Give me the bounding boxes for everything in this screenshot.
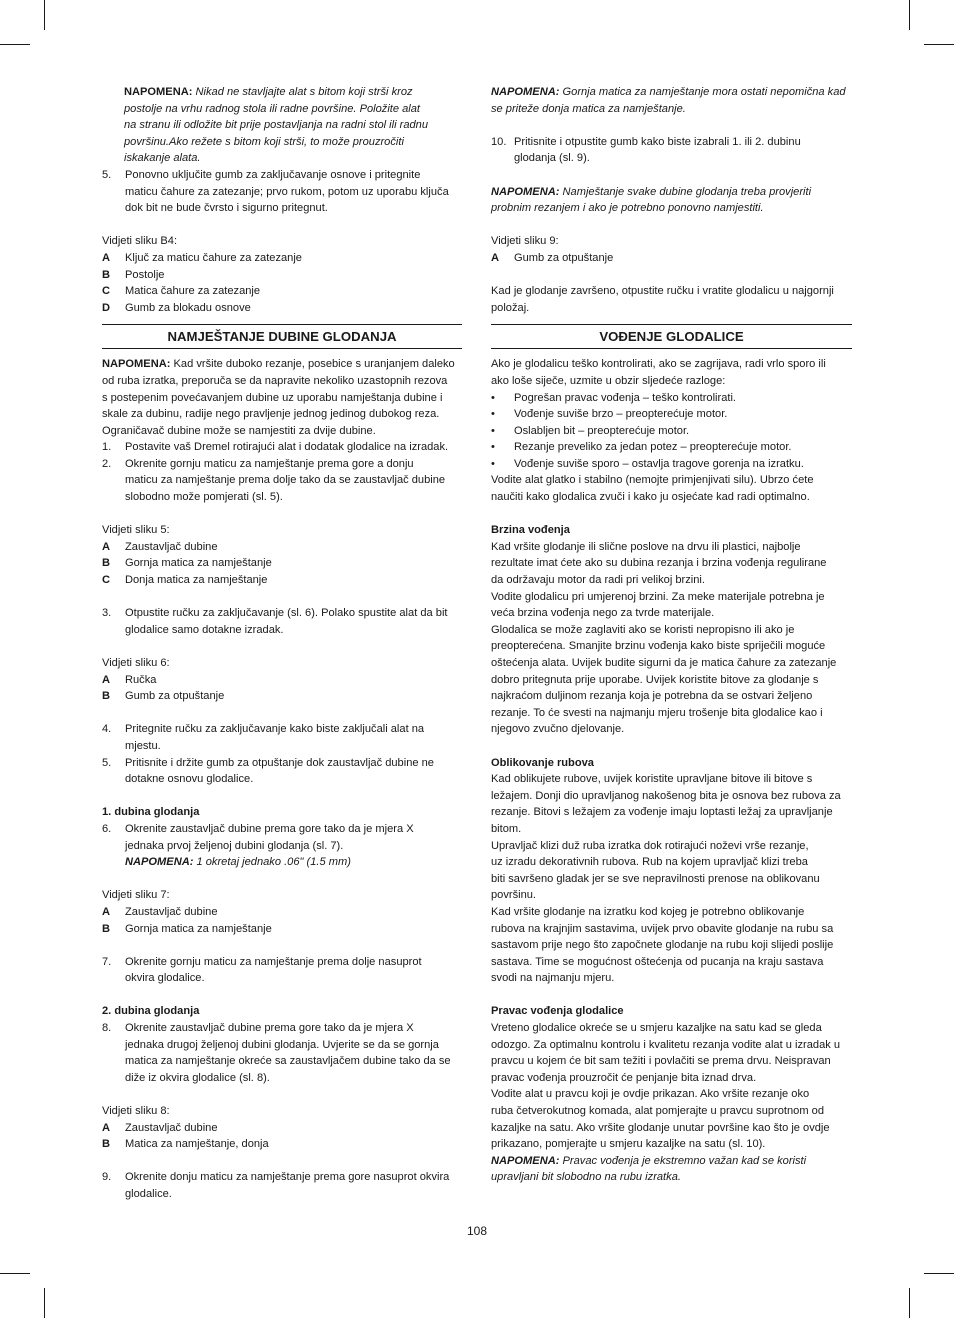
body-text: prikazano, pomjerajte u smjeru kazaljke na satu (sl. 10). (491, 1138, 766, 1151)
note-text: Namještanje svake dubine glodanja treba provjeriti (562, 185, 812, 198)
step-text: Okrenite gornju maticu za namještanje prema gore a donju (125, 457, 414, 470)
note-line (491, 1169, 852, 1186)
step-text: Okrenite donju maticu za namještanje prema gore nasuprot okvira (125, 1171, 450, 1184)
legend-item (102, 283, 462, 300)
note-line (124, 117, 462, 134)
legend-key: C (102, 574, 111, 587)
legend-text: Gornja matica za namještanje (125, 922, 272, 935)
body-text: biti savršeno gladak jer se sve nepravilnosti prenose na oblikovanu (491, 872, 820, 885)
step-text: Pritegnite ručku za zaključavanje kako biste zaključali alat na (125, 723, 425, 736)
body-text: Kad vršite glodanje na izratku kod kojeg je potrebno oblikovanje (491, 905, 805, 918)
legend-text: Ključ za maticu čahure za zatezanje (125, 251, 302, 264)
note-text: postolje na vrhu radnog stola ili radne površine. Položite alat (124, 102, 421, 115)
bullet-text: Vođenje suviše brzo – preopterećuje motor. (514, 408, 728, 421)
step-text: jednaka drugoj željenoj dubini glodanja. Uvjerite se da se gornja (125, 1038, 439, 1051)
step-item (102, 439, 462, 456)
body-text: veća brzina vođenja nego za tvrde materijale. (491, 607, 715, 620)
body-text: rezultate imat ćete ako su dubina rezanja i brzina vođenja regulirane (491, 557, 827, 570)
legend-text: Zaustavljač dubine (125, 905, 218, 918)
bullet-icon: • (491, 457, 495, 470)
step-number: 1. (102, 441, 112, 454)
body-text: sastava. Time se mogućnost oštećenja od pucanja na kraju sastava (491, 955, 824, 968)
body-text: oštećenja alata. Uvijek budite sigurni da je matica čahure za zatezanje (491, 657, 837, 669)
bullet-icon: • (491, 391, 495, 404)
legend-key: B (102, 268, 111, 281)
note-text: iskakanje alata. (124, 152, 201, 165)
bullet-item (491, 423, 852, 440)
bullet-icon: • (491, 441, 495, 454)
body-text: rezanje. Bitovi s ležajem za vođenje imaju loptasti ležaj za upravljanje (491, 806, 833, 819)
step-number: 10. (491, 135, 507, 148)
bullet-text: Vođenje suviše sporo – ostavlja tragove gorenja na izratku. (514, 457, 804, 470)
legend-text: Zaustavljač dubine (125, 540, 218, 553)
note-label: NAPOMENA: (125, 856, 194, 869)
body-text: sastavom prije nego što započnete glodanje na rubu koji slijedi poslije (491, 939, 834, 952)
body-text: Vodite glodalicu pri umjerenoj brzini. Za meke materijale potrebna je (491, 590, 825, 603)
legend-item (102, 904, 462, 921)
body-text: njegovo zvučno djelovanje. (491, 723, 625, 736)
note-line (491, 1153, 852, 1170)
note-text: 1 okretaj jednako .06" (1.5 mm) (196, 856, 351, 869)
note-text: od ruba izratka, preporuča se da napravite nekoliko uzastopnih rezova (102, 374, 448, 387)
step-text: diže iz okvira glodalice (sl. 8). (125, 1071, 270, 1084)
direction-paragraph (491, 1020, 852, 1153)
step-text: Okrenite gornju maticu za namještanje prema dolje nasuprot (125, 955, 422, 968)
legend-key: A (102, 673, 111, 686)
legend-item (102, 555, 462, 572)
legend-key: C (102, 285, 111, 298)
step-number: 7. (102, 955, 112, 968)
edge-paragraph (491, 771, 852, 987)
step-item (102, 755, 462, 788)
body-text: rubova na krajnjim sastavima, uvijek prvo obavite glodanje na rubu sa (491, 922, 834, 935)
note-text: Kad vršite duboko rezanje, posebice s uranjanjem daleko (173, 358, 455, 371)
subheading: Brzina vođenja (491, 524, 570, 537)
figure-reference: Vidjeti sliku B4: (102, 235, 178, 248)
body-text: Upravljač klizi duž ruba izratka dok rotirajući noževi vrše rezanje, (491, 839, 809, 852)
step-item (102, 605, 462, 638)
step-item (102, 1169, 462, 1202)
body-text: dobro pritegnuta prije uporabe. Uvijek koristite bitove za glodanje s (491, 673, 819, 686)
step-item (102, 721, 462, 754)
body-text: najkraćom duljinom rezanja koja je potrebna da se ostvari željeno (491, 690, 813, 703)
body-text: da održavaju motor da radi pri velikoj brzini. (491, 574, 705, 587)
left-column (102, 84, 462, 1203)
crop-mark (924, 44, 954, 45)
note-text: Gornja matica za namještanje mora ostati nepomična kad (562, 86, 846, 98)
body-text: pravcu u kojem će bit sam težiti i povlačiti se prema drvu. Neispravan (491, 1055, 831, 1068)
step-text: glodalice. (125, 1188, 172, 1200)
bullet-text: Pogrešan pravac vođenja – teško kontrolirati. (514, 391, 736, 404)
bullet-item (491, 390, 852, 407)
step-text: Pritisnite i otpustite gumb kako biste izabrali 1. ili 2. dubinu (514, 135, 801, 148)
body-text: površinu. (491, 889, 537, 902)
step-text: Okrenite zaustavljač dubine prema gore tako da je mjera X (125, 1022, 414, 1035)
legend-key: B (102, 690, 111, 703)
legend-key: A (102, 905, 111, 918)
legend-item (102, 300, 462, 317)
figure-reference: Vidjeti sliku 5: (102, 524, 170, 537)
note-line (491, 101, 852, 118)
step-text: Otpustite ručku za zaključavanje (sl. 6). Polako spustite alat da bit (125, 607, 448, 620)
note-label: NAPOMENA: (491, 1154, 560, 1167)
legend-item (102, 1136, 462, 1153)
section-heading: NAMJEŠTANJE DUBINE GLODANJA (102, 324, 462, 349)
bullet-icon: • (491, 408, 495, 421)
step-number: 2. (102, 457, 112, 470)
subheading: 1. dubina glodanja (102, 806, 200, 819)
body-text: Glodalica se može zaglaviti ako se koristi nepropisno ili ako je (491, 623, 795, 636)
note-line (124, 84, 462, 101)
note-label: NAPOMENA: (102, 358, 171, 371)
note-block (102, 84, 462, 167)
legend-text: Ručka (125, 673, 157, 686)
note-label: NAPOMENA: (491, 185, 560, 198)
step-text: Pritisnite i držite gumb za otpuštanje dok zaustavljač dubine ne (125, 756, 434, 769)
legend-text: Gumb za otpuštanje (514, 251, 614, 264)
legend-text: Gornja matica za namještanje (125, 557, 272, 570)
right-column (491, 84, 852, 1186)
legend-text: Gumb za blokadu osnove (125, 301, 251, 314)
crop-mark (0, 1273, 30, 1274)
bullet-text: Rezanje preveliko za jedan potez – preopterećuje motor. (514, 441, 792, 454)
step-number: 6. (102, 822, 112, 835)
legend-key: B (102, 557, 111, 570)
bullet-text: Oslabljen bit – preopterećuje motor. (514, 424, 690, 437)
step-item (102, 1020, 462, 1086)
step-text: slobodno može pomjerati (sl. 5). (125, 491, 283, 504)
note-label: NAPOMENA: (491, 86, 560, 98)
step-text: okvira glodalice. (125, 972, 205, 985)
body-text: Vodite alat glatko i stabilno (nemojte primjenjivati silu). Ubrzo ćete (491, 474, 814, 487)
body-text: rezanje. To će svesti na najmanju mjeru trošenje bita glodalice kao i (491, 706, 823, 719)
note-line (125, 854, 462, 871)
bullet-icon: • (491, 424, 495, 437)
step-text: Okrenite zaustavljač dubine prema gore tako da je mjera X (125, 822, 414, 835)
body-text: Kad oblikujete rubove, uvijek koristite upravljane bitove ili bitove s (491, 773, 813, 786)
section-heading: VOĐENJE GLODALICE (491, 324, 852, 349)
note-label: NAPOMENA: (124, 86, 193, 98)
note-line (102, 356, 462, 373)
bullet-item (491, 439, 852, 456)
note-text: s postepenim povećavanjem dubine uz uporabu namještanja dubine i (102, 391, 443, 404)
step-item (102, 167, 462, 217)
note-line (124, 134, 462, 151)
note-line (491, 200, 852, 217)
legend-key: D (102, 301, 111, 314)
step-text: matica za namještanje okreće sa zaustavljačem dubine tako da se (125, 1055, 451, 1068)
legend-text: Zaustavljač dubine (125, 1121, 218, 1134)
step-text: maticu za namještanje prema dolje tako da se zaustavljač dubine (125, 474, 446, 487)
crop-mark (0, 44, 30, 45)
legend-key: A (491, 251, 500, 264)
body-text: bitom. (491, 822, 522, 835)
crop-mark (924, 1273, 954, 1274)
note-text: na stranu ili odložite bit prije postavljanja na radni stol ili radnu (124, 119, 429, 132)
body-text: svodi na najmanju mjeru. (491, 972, 615, 985)
legend-item (102, 688, 462, 705)
step-number: 9. (102, 1171, 112, 1184)
legend-key: A (102, 1121, 111, 1134)
note-text: površinu.Ako režete s bitom koji strši, to može prouzročiti (124, 135, 404, 148)
note-text: upravljani bit slobodno na rubu izratka. (491, 1171, 681, 1184)
bullet-item (491, 456, 852, 473)
note-line (491, 184, 852, 201)
body-text: Ako je glodalicu teško kontrolirati, ako se zagrijava, radi vrlo sporo ili (491, 358, 826, 371)
body-text: preopterećena. Smanjite brzinu vođenja kako biste spriječili moguće (491, 640, 826, 653)
figure-reference: Vidjeti sliku 9: (491, 235, 559, 248)
legend-item (102, 672, 462, 689)
legend-key: B (102, 1138, 111, 1151)
subheading: Oblikovanje rubova (491, 756, 594, 769)
legend-item (102, 572, 462, 589)
legend-item (102, 539, 462, 556)
crop-mark (909, 1288, 910, 1318)
note-text: se priteže donja matica za namještanje. (491, 102, 686, 115)
note-text: Ograničavač dubine može se namjestiti za dvije dubine. (102, 424, 376, 437)
legend-item (102, 921, 462, 938)
subheading: Pravac vođenja glodalice (491, 1005, 624, 1018)
body-text: uz izradu dekorativnih rubova. Rub na kojem upravljač klizi treba (491, 856, 808, 869)
step-text: glodanja (sl. 9). (514, 152, 590, 165)
note-line (124, 101, 462, 118)
body-text: položaj. (491, 301, 530, 314)
crop-mark (909, 0, 910, 30)
step-number: 5. (102, 168, 112, 181)
figure-reference: Vidjeti sliku 6: (102, 657, 170, 669)
body-text: pravac vođenja prouzročit će penjanje bita iznad drva. (491, 1071, 757, 1084)
note-text: skale za dubinu, radije nego pravljenje jednog jedinog dubokog reza. (102, 408, 440, 421)
step-text: maticu čahure za zatezanje; prvo rukom, potom uz uporabu ključa (125, 185, 449, 198)
step-text: Postavite vaš Dremel rotirajući alat i dodatak glodalice na izradak. (125, 441, 449, 454)
body-text: odozgo. Za optimalnu kontrolu i kvalitetu rezanja vodite alat u izradak u (491, 1038, 841, 1051)
body-text: ako loše siječe, uzmite u obzir sljedeće razloge: (491, 374, 726, 387)
crop-mark (44, 1288, 45, 1318)
step-text: jednaka prvoj željenoj dubini glodanja (sl. 7). (125, 839, 344, 852)
step-text: glodalice samo dotakne izradak. (125, 623, 284, 636)
note-text: Nikad ne stavljajte alat s bitom koji strši kroz (195, 86, 413, 98)
legend-text: Donja matica za namještanje (125, 574, 268, 587)
page-number: 108 (466, 1224, 488, 1238)
note-line (491, 84, 852, 101)
legend-key: B (102, 922, 111, 935)
figure-reference: Vidjeti sliku 8: (102, 1105, 170, 1118)
legend-key: A (102, 251, 111, 264)
step-text: dotakne osnovu glodalice. (125, 773, 254, 786)
body-text: naučiti kako glodalica zvuči i kako ju osjećate kad radi optimalno. (491, 491, 810, 504)
step-item (102, 821, 462, 871)
step-number: 4. (102, 723, 112, 736)
body-text: Vodite alat u pravcu koji je ovdje prikazan. Ako vršite rezanje oko (491, 1088, 810, 1101)
note-text: probnim rezanjem i ako je potrebno ponovno namjestiti. (491, 202, 764, 215)
legend-item (102, 1120, 462, 1137)
subheading: 2. dubina glodanja (102, 1005, 200, 1018)
body-text: Kad vršite glodanje ili slične poslove na drvu ili plastici, najbolje (491, 540, 801, 553)
step-number: 8. (102, 1022, 112, 1035)
crop-mark (44, 0, 45, 30)
figure-reference: Vidjeti sliku 7: (102, 889, 170, 902)
body-text: Kad je glodanje završeno, otpustite ručku i vratite glodalicu u najgornji (491, 285, 834, 298)
body-text: kazaljke na satu. Ako vršite glodanje unutar površine kao što je ovdje (491, 1121, 830, 1134)
legend-item (102, 267, 462, 284)
note-line (124, 150, 462, 167)
legend-key: A (102, 540, 111, 553)
step-item (102, 954, 462, 987)
step-number: 3. (102, 607, 112, 620)
legend-text: Matica čahure za zatezanje (125, 285, 261, 298)
body-text: ležajem. Donji dio upravljanog nakošenog bita je osnova bez rubova za (491, 789, 841, 802)
step-text: mjestu. (125, 739, 161, 752)
step-item (102, 456, 462, 506)
body-text: ruba četverokutnog komada, alat pomjerajte u pravcu suprotnom od (491, 1105, 825, 1118)
legend-text: Postolje (125, 268, 165, 281)
speed-paragraph (491, 539, 852, 738)
step-item (491, 134, 852, 167)
step-number: 5. (102, 756, 112, 769)
body-text: Vreteno glodalice okreće se u smjeru kazaljke na satu kad se gleda (491, 1022, 822, 1035)
legend-item (102, 250, 462, 267)
legend-text: Gumb za otpuštanje (125, 690, 225, 703)
bullet-item (491, 406, 852, 423)
legend-item (491, 250, 852, 267)
step-text: dok bit ne bude čvrsto i sigurno pritegnut. (125, 202, 328, 215)
note-text: Pravac vođenja je ekstremno važan kad se koristi (562, 1154, 807, 1167)
step-text: Ponovno uključite gumb za zaključavanje osnove i pritegnite (125, 168, 421, 181)
legend-text: Matica za namještanje, donja (125, 1138, 269, 1151)
